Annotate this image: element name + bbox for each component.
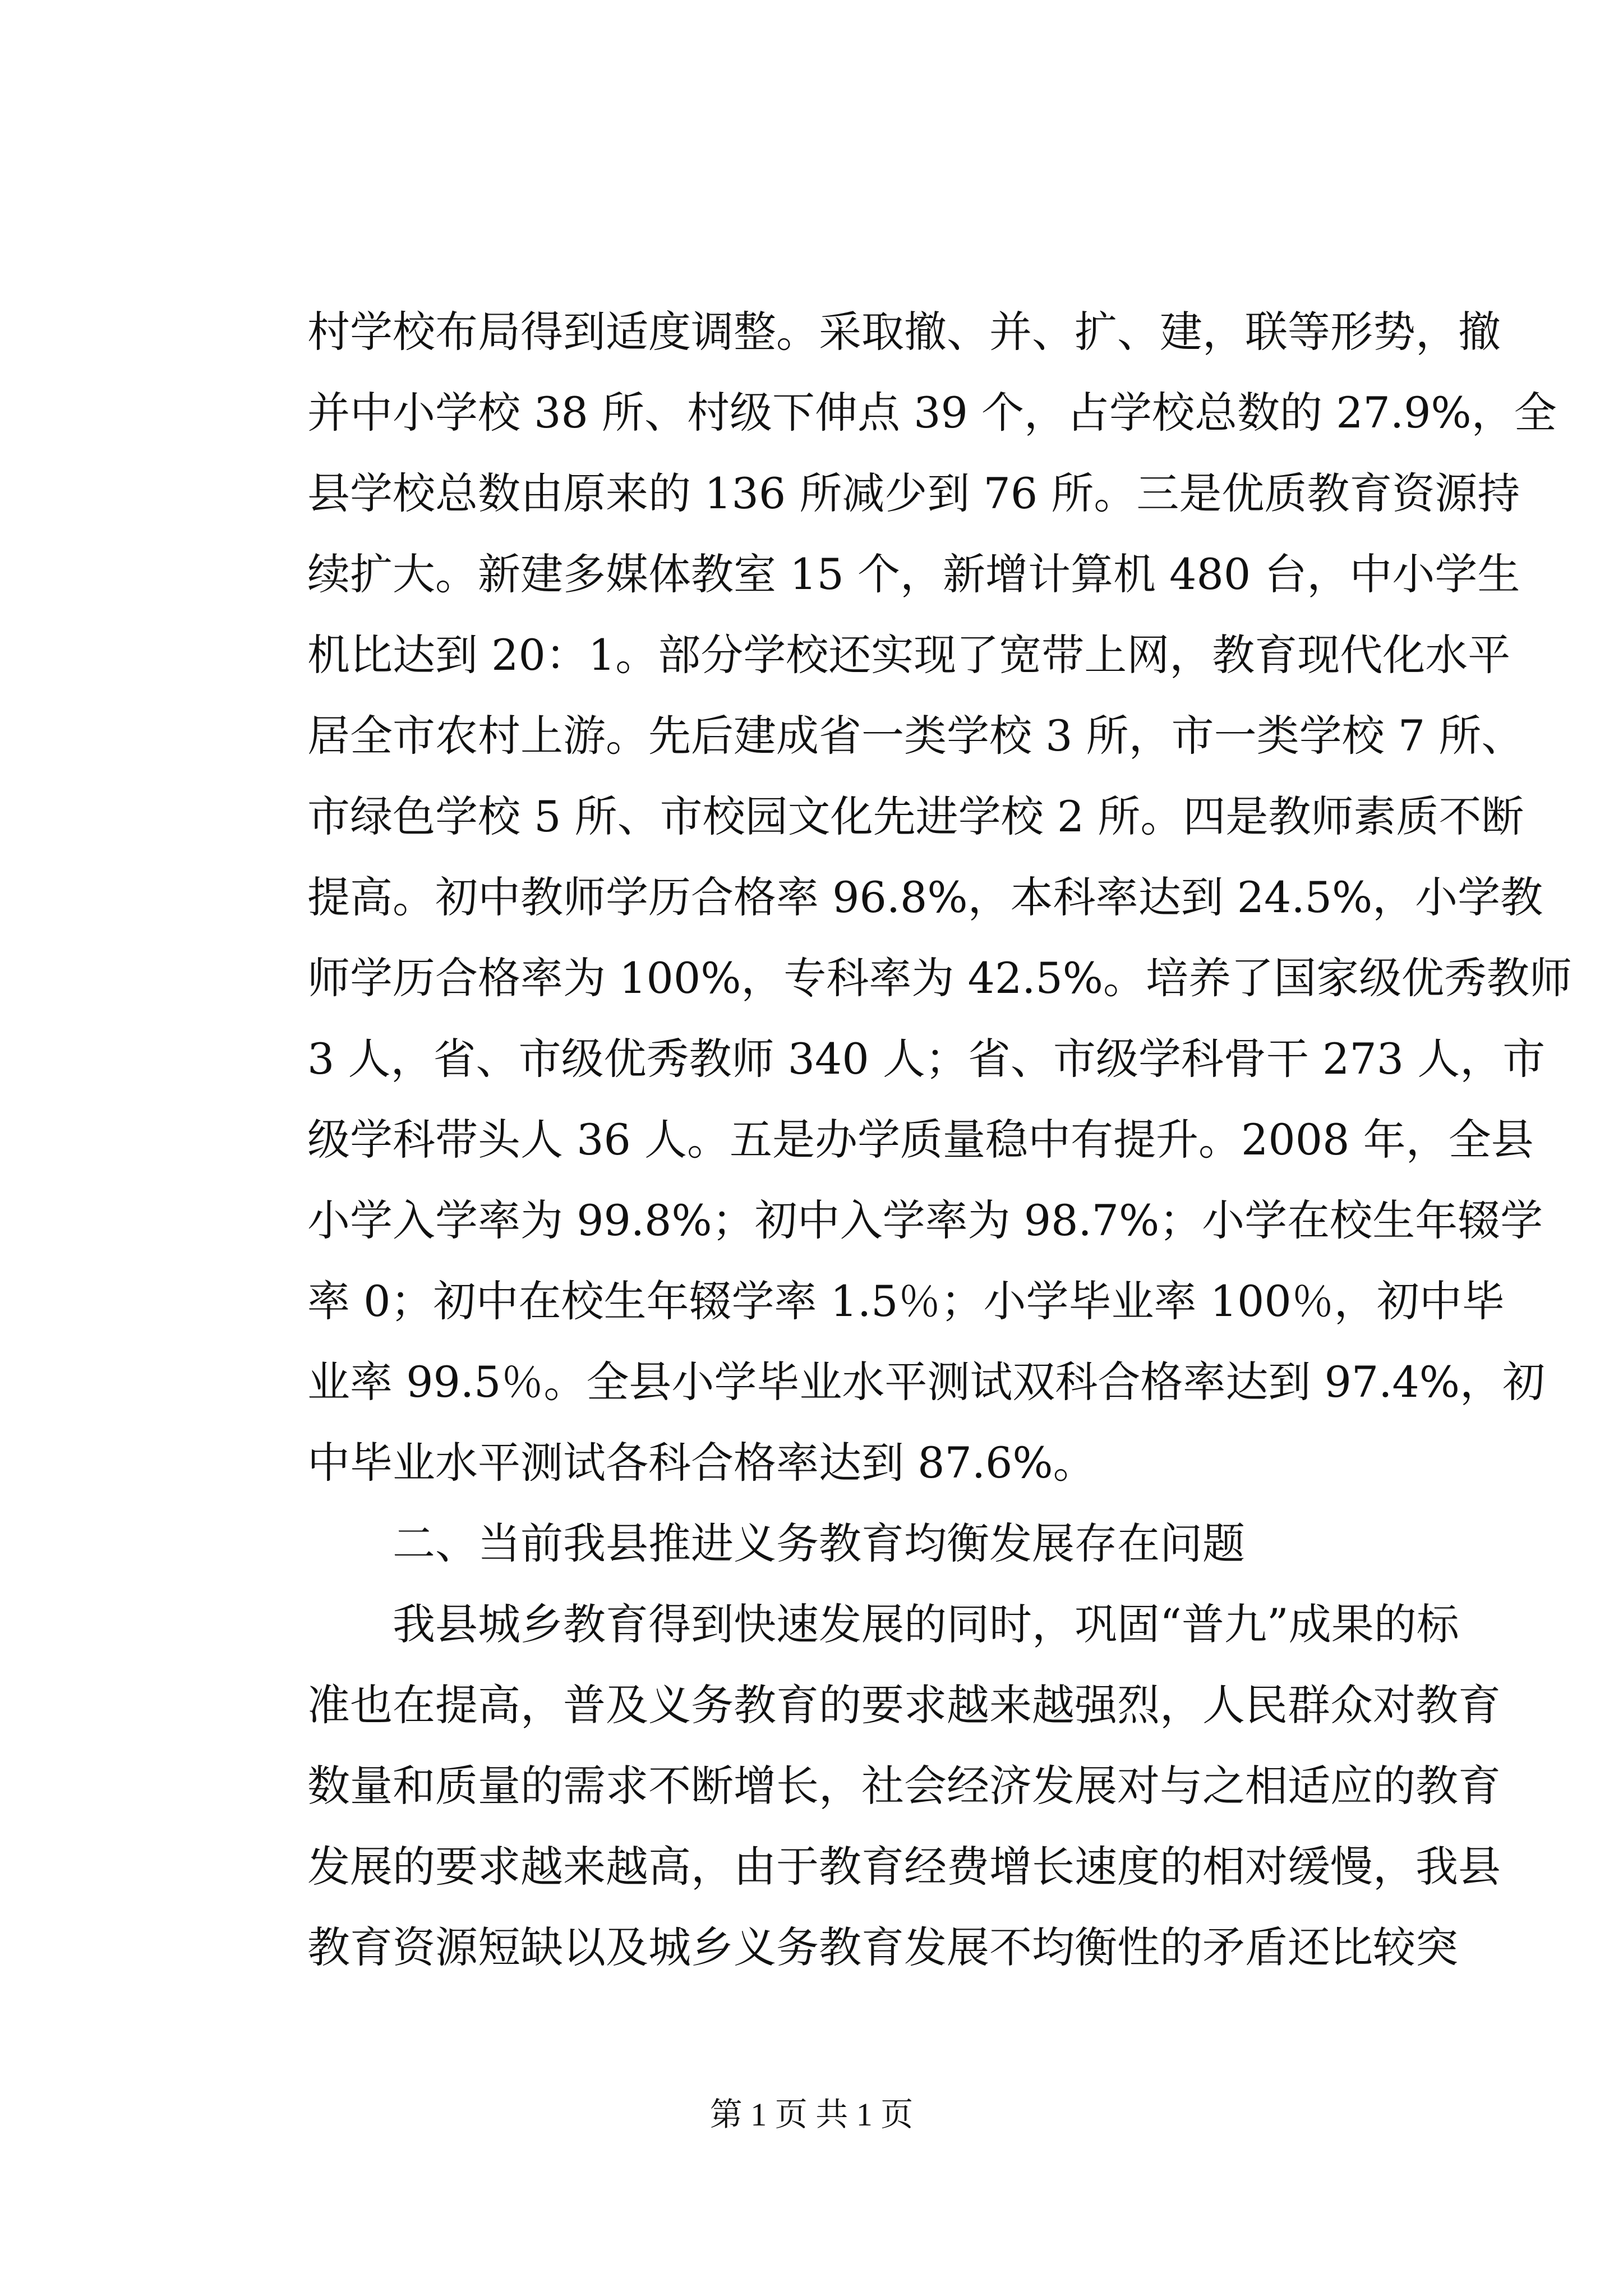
text-line: 县学校总数由原来的 136 所减少到 76 所。三是优质教育资源持 bbox=[307, 468, 1520, 518]
text-line: 级学科带头人 36 人。五是办学质量稳中有提升。2008 年，全县 bbox=[307, 1115, 1534, 1165]
text-line: 中毕业水平测试各科合格率达到 87.6%。 bbox=[307, 1438, 1096, 1488]
text-line: 市绿色学校 5 所、市校园文化先进学校 2 所。四是教师素质不断 bbox=[307, 792, 1524, 841]
text-line: 我县城乡教育得到快速发展的同时，巩固“普九”成果的标 bbox=[393, 1599, 1459, 1649]
text-line: 提高。初中教师学历合格率 96.8%，本科率达到 24.5%，小学教 bbox=[307, 872, 1543, 922]
text-line: 3 人，省、市级优秀教师 340 人；省、市级学科骨干 273 人，市 bbox=[307, 1034, 1546, 1084]
text-line: 发展的要求越来越高，由于教育经费增长速度的相对缓慢，我县 bbox=[307, 1842, 1501, 1892]
text-line: 业率 99.5％。全县小学毕业水平测试双科合格率达到 97.4%，初 bbox=[307, 1357, 1545, 1407]
document-body bbox=[307, 292, 1573, 1988]
text-line: 并中小学校 38 所、村级下伸点 39 个，占学校总数的 27.9%，全 bbox=[307, 388, 1557, 438]
text-line: 数量和质量的需求不断增长，社会经济发展对与之相适应的教育 bbox=[307, 1761, 1501, 1811]
paragraph-1 bbox=[307, 292, 1573, 1503]
text-line: 师学历合格率为 100%，专科率为 42.5%。培养了国家级优秀教师 bbox=[307, 953, 1573, 1003]
text-line: 村学校布局得到适度调整。采取撤、并、扩、建，联等形势，撤 bbox=[307, 307, 1501, 357]
text-line: 准也在提高，普及义务教育的要求越来越强烈，人民群众对教育 bbox=[307, 1680, 1501, 1730]
text-line: 居全市农村上游。先后建成省一类学校 3 所，市一类学校 7 所、 bbox=[307, 711, 1524, 761]
text-line: 小学入学率为 99.8%；初中入学率为 98.7%；小学在校生年辍学 bbox=[307, 1195, 1543, 1245]
text-line: 率 0；初中在校生年辍学率 1.5％；小学毕业率 100％，初中毕 bbox=[307, 1276, 1505, 1326]
text-line: 教育资源短缺以及城乡义务教育发展不均衡性的矛盾还比较突 bbox=[307, 1922, 1458, 1972]
text-line: 续扩大。新建多媒体教室 15 个，新增计算机 480 台，中小学生 bbox=[307, 549, 1520, 599]
page-footer: 第 1 页 共 1 页 bbox=[709, 2096, 914, 2133]
text-line: 机比达到 20：1。部分学校还实现了宽带上网，教育现代化水平 bbox=[307, 630, 1511, 680]
paragraph-2 bbox=[307, 1584, 1501, 1988]
section-heading: 二、当前我县推进义务教育均衡发展存在问题 bbox=[393, 1519, 1245, 1568]
